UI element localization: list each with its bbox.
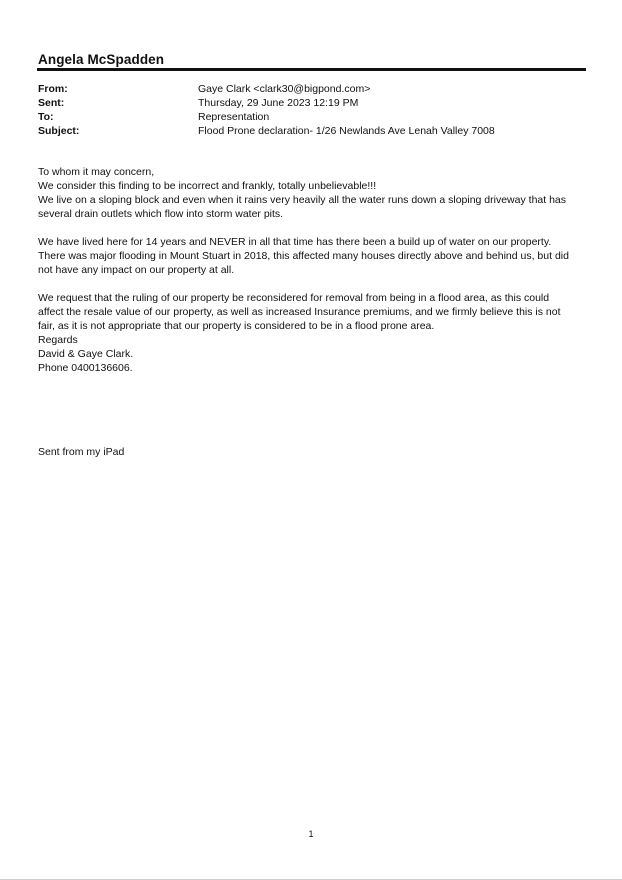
signature-names: David & Gaye Clark. bbox=[38, 348, 134, 360]
subject-value: Flood Prone declaration- 1/26 Newlands Ave Lenah Valley 7008 bbox=[198, 125, 495, 137]
email-body bbox=[38, 165, 588, 375]
paragraph-3-line: We request that the ruling of our property be reconsidered for removal from being in a flood area, as this could bbox=[38, 292, 550, 304]
paragraph-1-line: We consider this finding to be incorrect and frankly, totally unbelievable!!! bbox=[38, 180, 377, 192]
header-divider bbox=[37, 68, 586, 71]
paragraph-3-line: fair, as it is not appropriate that our property is considered to be in a flood prone area. bbox=[38, 320, 435, 332]
sent-from-ipad: Sent from my iPad bbox=[38, 446, 125, 458]
signature-phone: Phone 0400136606. bbox=[38, 362, 133, 374]
greeting: To whom it may concern, bbox=[38, 166, 155, 178]
email-meta bbox=[38, 82, 586, 138]
from-label: From: bbox=[38, 83, 68, 95]
paragraph-1-line: We live on a sloping block and even when it rains very heavily all the water runs down a sloping driveway that has bbox=[38, 194, 567, 206]
paragraph-1-line: several drain outlets which flow into storm water pits. bbox=[38, 208, 284, 220]
paragraph-2-line: not have any impact on our property at all. bbox=[38, 264, 235, 276]
to-label: To: bbox=[38, 111, 54, 123]
closing: Regards bbox=[38, 334, 78, 346]
paragraph-3-line: affect the resale value of our property, as well as increased Insurance premiums, and we firmly believe this is not bbox=[38, 306, 561, 318]
sent-value: Thursday, 29 June 2023 12:19 PM bbox=[198, 97, 359, 109]
paragraph-2-line: We have lived here for 14 years and NEVER in all that time has there been a build up of water on our property. bbox=[38, 236, 552, 248]
sender-name-heading: Angela McSpadden bbox=[38, 52, 165, 67]
paragraph-2-line: There was major flooding in Mount Stuart in 2018, this affected many houses directly above and behind us, but did bbox=[38, 250, 569, 262]
meta-row-from bbox=[38, 82, 586, 96]
meta-row-sent bbox=[38, 96, 586, 110]
paragraph-gap bbox=[38, 277, 588, 291]
meta-row-subject bbox=[38, 124, 586, 138]
subject-label: Subject: bbox=[38, 125, 80, 137]
from-value: Gaye Clark <clark30@bigpond.com> bbox=[198, 83, 371, 95]
paragraph-gap bbox=[38, 221, 588, 235]
to-value: Representation bbox=[198, 111, 270, 123]
sent-label: Sent: bbox=[38, 97, 65, 109]
page-number: 1 bbox=[308, 829, 314, 839]
meta-row-to bbox=[38, 110, 586, 124]
